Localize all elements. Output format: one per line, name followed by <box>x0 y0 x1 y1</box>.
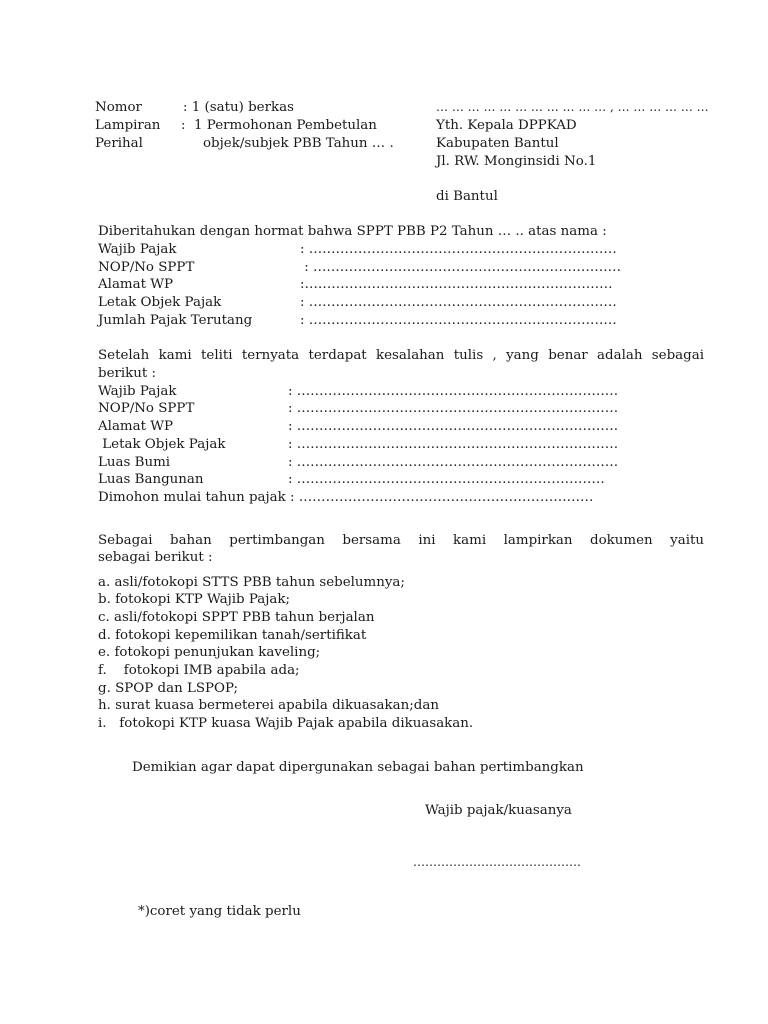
nomor-value: : 1 (satu) berkas <box>183 100 294 115</box>
attachment-item: h. surat kuasa bermeterei apabila dikuasakan;dan <box>98 698 439 713</box>
s1-value-alamat: :…………………………………………………………… <box>300 277 613 292</box>
s1-value-wajib-pajak: : …………………………………………………………… <box>300 242 617 257</box>
s2-value-letak: : ……………………………………………………………… <box>288 437 619 452</box>
recipient-line-3: Jl. RW. Monginsidi No.1 <box>436 154 597 169</box>
s2-label-alamat: Alamat WP <box>98 419 174 434</box>
attachment-item: i. fotokopi KTP kuasa Wajib Pajak apabila dikuasakan. <box>98 716 474 731</box>
section2-intro-line-2: berikut : <box>98 366 157 381</box>
signatory-label: Wajib pajak/kuasanya <box>425 803 572 818</box>
perihal-value: objek/subjek PBB Tahun … . <box>203 136 394 151</box>
s1-value-letak: : …………………………………………………………… <box>300 295 617 310</box>
s2-mulai-tahun: Dimohon mulai tahun pajak : ………………………………………………………… <box>98 490 594 505</box>
attachment-item: e. fotokopi penunjukan kaveling; <box>98 645 321 660</box>
s1-label-nop: NOP/No SPPT <box>98 260 195 275</box>
s2-value-alamat: : ……………………………………………………………… <box>288 419 619 434</box>
attachment-item: c. asli/fotokopi SPPT PBB tahun berjalan <box>98 610 375 625</box>
s1-label-wajib-pajak: Wajib Pajak <box>98 242 177 257</box>
s2-value-luas-bumi: : ……………………………………………………………… <box>288 455 619 470</box>
s2-value-nop: : ……………………………………………………………… <box>288 401 619 416</box>
s1-label-alamat: Alamat WP <box>98 277 174 292</box>
attachment-item: a. asli/fotokopi STTS PBB tahun sebelumnya; <box>98 575 405 590</box>
s1-label-jumlah: Jumlah Pajak Terutang <box>98 313 253 328</box>
lampiran-label: Lampiran <box>95 118 161 133</box>
footnote: *)coret yang tidak perlu <box>138 904 301 919</box>
s1-label-letak: Letak Objek Pajak <box>98 295 222 310</box>
s2-label-luas-bumi: Luas Bumi <box>98 455 171 470</box>
perihal-label: Perihal <box>95 136 143 151</box>
section1-intro: Diberitahukan dengan hormat bahwa SPPT PBB P2 Tahun … .. atas nama : <box>98 224 607 239</box>
s2-value-luas-bangunan: : …………………………………………………………… <box>288 472 605 487</box>
s2-label-nop: NOP/No SPPT <box>98 401 195 416</box>
date-line: … … … … … … … … … … … , … … … … … … <box>436 100 709 114</box>
s2-label-luas-bangunan: Luas Bangunan <box>98 472 204 487</box>
attachment-item: g. SPOP dan LSPOP; <box>98 681 239 696</box>
attachment-item: b. fotokopi KTP Wajib Pajak; <box>98 592 291 607</box>
lampiran-value: : 1 Permohonan Pembetulan <box>181 118 377 133</box>
recipient-location: di Bantul <box>436 189 498 204</box>
s1-value-jumlah: : …………………………………………………………… <box>300 313 617 328</box>
s1-value-nop: : …………………………………………………………… <box>300 260 622 275</box>
recipient-line-1: Yth. Kepala DPPKAD <box>436 118 577 133</box>
s2-label-letak: Letak Objek Pajak <box>98 437 226 452</box>
section2-intro-line-1: Setelah kami teliti ternyata terdapat kesalahan tulis , yang benar adalah sebagai <box>98 348 704 363</box>
recipient-line-2: Kabupaten Bantul <box>436 136 559 151</box>
s2-value-wajib-pajak: : ……………………………………………………………… <box>288 384 619 399</box>
s2-label-wajib-pajak: Wajib Pajak <box>98 384 177 399</box>
section3-intro-line-2: sebagai berikut : <box>98 550 213 565</box>
closing-statement: Demikian agar dapat dipergunakan sebagai bahan pertimbangkan <box>132 760 584 775</box>
signature-line: …………………………………… <box>413 855 581 869</box>
attachment-item: f. fotokopi IMB apabila ada; <box>98 663 300 678</box>
section3-intro-line-1: Sebagai bahan pertimbangan bersama ini kami lampirkan dokumen yaitu <box>98 533 704 548</box>
attachment-item: d. fotokopi kepemilikan tanah/sertifikat <box>98 628 367 643</box>
nomor-label: Nomor <box>95 100 142 115</box>
